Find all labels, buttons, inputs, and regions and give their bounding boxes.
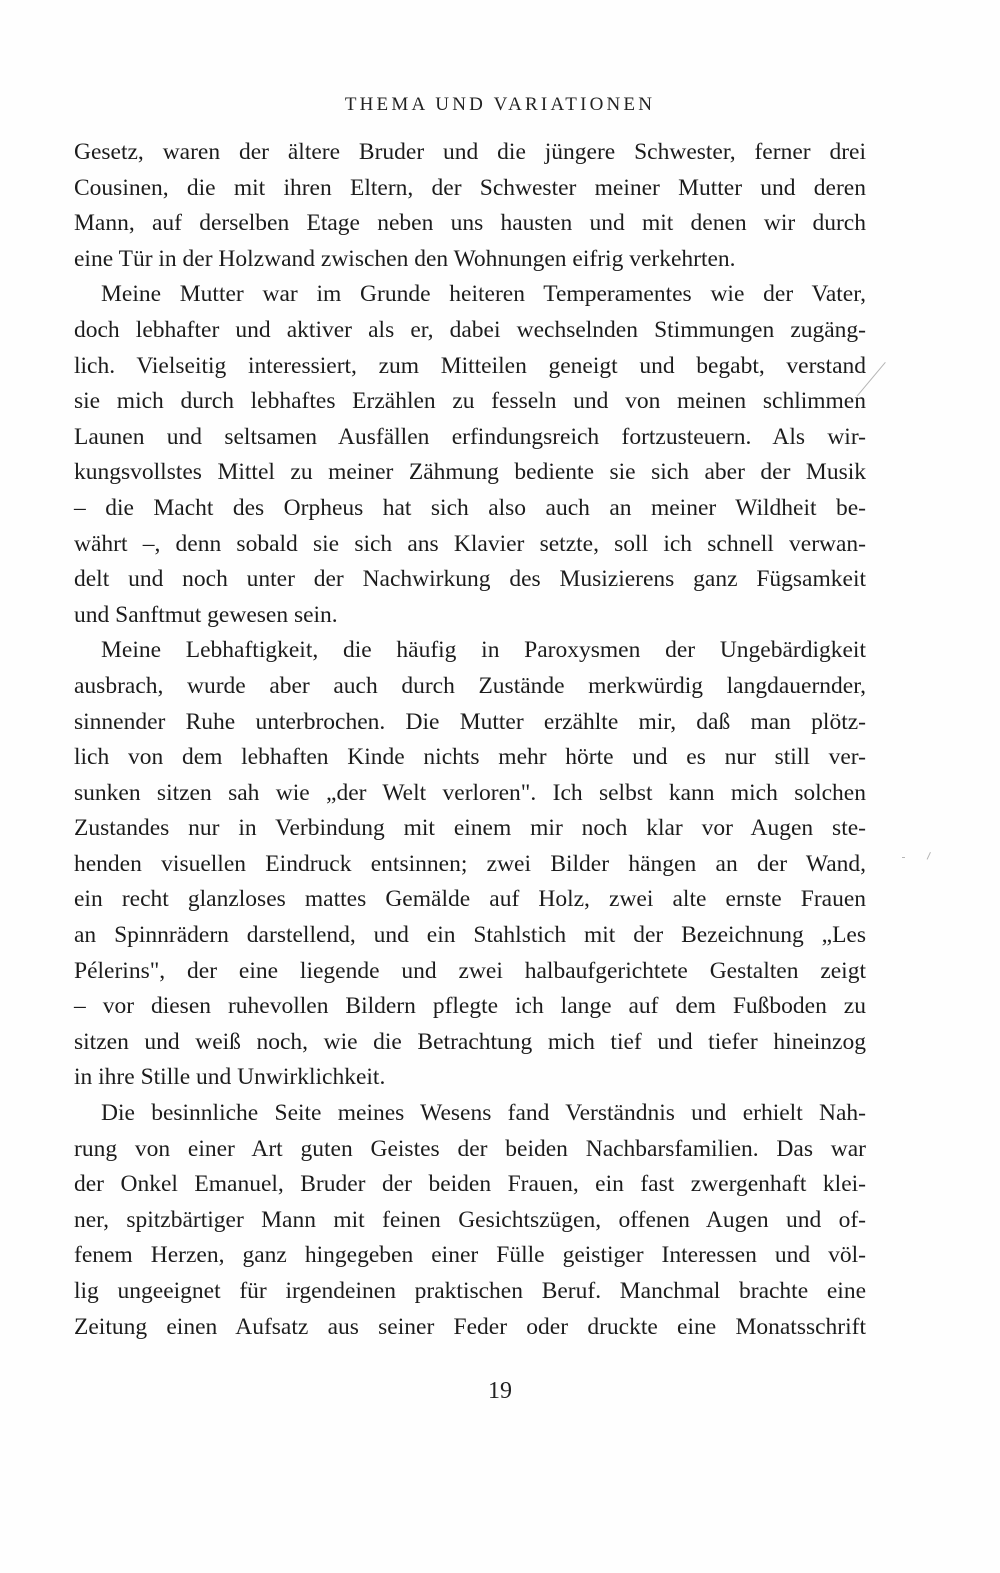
text-line: Die besinnliche Seite meines Wesens fand Verständnis und erhielt Nah- [101,1100,866,1127]
text-line: ein recht glanzloses mattes Gemälde auf Holz, zwei alte ernste Frauen [74,886,866,913]
text-line: der Onkel Emanuel, Bruder der beiden Frauen, ein fast zwergenhaft klei- [74,1171,866,1198]
text-line: eine Tür in der Holzwand zwischen den Wohnungen eifrig verkehrten. [74,245,736,272]
text-line: Zustandes nur in Verbindung mit einem mir noch klar vor Augen ste- [74,815,866,842]
text-line: delt und noch unter der Nachwirkung des Musizierens ganz Fügsamkeit [74,566,866,593]
text-line: sie mich durch lebhaftes Erzählen zu fesseln und von meinen schlimmen [74,388,866,415]
text-line: ausbrach, wurde aber auch durch Zustände merkwürdig langdauernder, [74,672,866,699]
text-line: Launen und seltsamen Ausfällen erfindungsreich fortzusteuern. Als wir- [74,423,866,450]
margin-pencil-tick [927,852,931,860]
text-line: kungsvollstes Mittel zu meiner Zähmung bediente sie sich aber der Musik [74,459,866,486]
text-line: sunken sitzen sah wie „der Welt verloren". Ich selbst kann mich solchen [74,779,866,806]
text-line: – die Macht des Orpheus hat sich also auch an meiner Wildheit be- [74,494,866,521]
text-line: und Sanftmut gewesen sein. [74,601,338,628]
text-line: – vor diesen ruhevollen Bildern pflegte ich lange auf dem Fußboden zu [74,993,866,1020]
text-line: Gesetz, waren der ältere Bruder und die jüngere Schwester, ferner drei [74,139,866,165]
text-line: Meine Mutter war im Grunde heiteren Temperamentes wie der Vater, [101,281,866,308]
text-line: fenem Herzen, ganz hingegeben einer Fülle geistiger Interessen und völ- [74,1242,866,1269]
text-line: lich von dem lebhaften Kinde nichts mehr hörte und es nur still ver- [74,744,866,771]
running-head: THEMA UND VARIATIONEN [344,94,656,115]
text-line: doch lebhafter und aktiver als er, dabei wechselnden Stimmungen zugäng- [74,316,866,343]
text-line: Pélerins", der eine liegende und zwei halbaufgerichtete Gestalten zeigt [74,957,866,984]
text-line: lich. Vielseitig interessiert, zum Mitteilen geneigt und begabt, verstand [74,352,866,379]
text-line: Mann, auf derselben Etage neben uns hausten und mit denen wir durch [74,210,866,237]
text-line: lig ungeeignet für irgendeinen praktischen Beruf. Manchmal brachte eine [74,1278,866,1304]
text-line: währt –, denn sobald sie sich ans Klavier setzte, soll ich schnell verwan- [74,530,866,557]
text-line: in ihre Stille und Unwirklichkeit. [74,1064,386,1091]
page-number: 19 [488,1378,512,1404]
text-line: Cousinen, die mit ihren Eltern, der Schwester meiner Mutter und deren [74,174,866,201]
text-line: henden visuellen Eindruck entsinnen; zwei Bilder hängen an der Wand, [74,850,866,877]
text-line: Zeitung einen Aufsatz aus seiner Feder oder druckte eine Monatsschrift [74,1313,866,1340]
margin-pencil-dot [902,857,905,858]
text-line: sinnender Ruhe unterbrochen. Die Mutter erzählte mir, daß man plötz- [74,708,866,735]
text-line: sitzen und weiß noch, wie die Betrachtung mich tief und tiefer hineinzog [74,1028,866,1055]
text-line: rung von einer Art guten Geistes der beiden Nachbarsfamilien. Das war [74,1135,866,1162]
text-line: ner, spitzbärtiger Mann mit feinen Gesichtszügen, offenen Augen und of- [74,1206,866,1233]
text-line: Meine Lebhaftigkeit, die häufig in Paroxysmen der Ungebärdigkeit [101,637,866,664]
text-line: an Spinnrädern darstellend, und ein Stahlstich mit der Bezeichnung „Les [74,922,866,949]
body-text [74,135,866,1345]
